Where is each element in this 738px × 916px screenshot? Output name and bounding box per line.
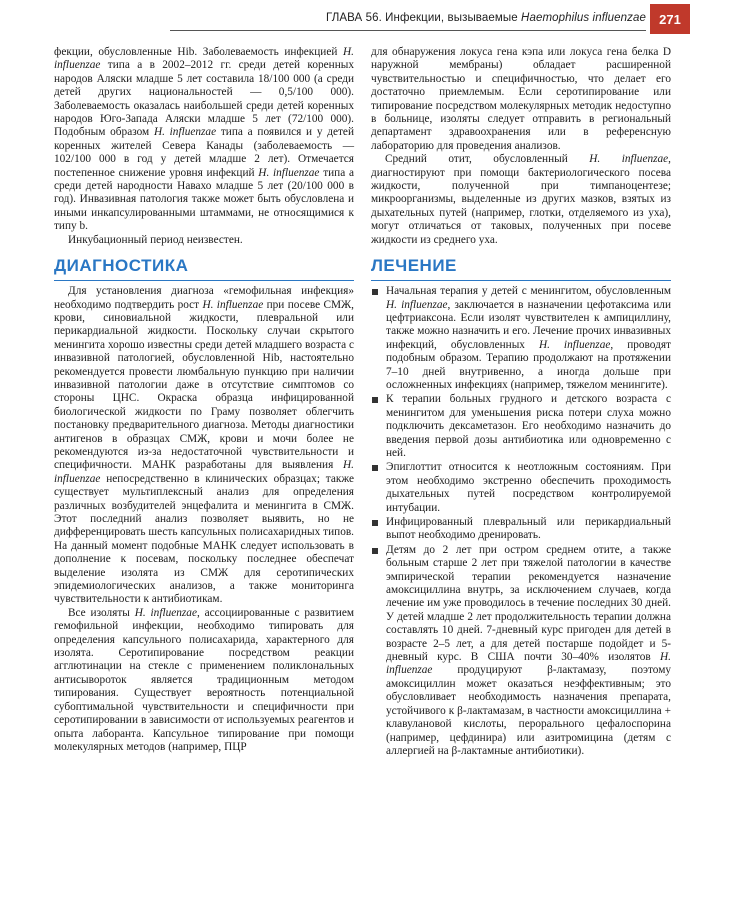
treatment-list: [371, 285, 671, 758]
bullet-square-icon: [372, 548, 378, 554]
bullet-square-icon: [372, 520, 378, 526]
bullet-square-icon: [372, 397, 378, 403]
paragraph: Все изоляты H. influenzae, ассоциированные с развитием гемофильной инфекции, необходимо типировать для определения капсульного полисахарида, характерного для изолята. Серотипирование посредством реакции агглютинации на стекле с применением поликлональных антисывороток является традиционным методом типирования. Существует вероятность потенциальной субоптимальной чувствительности и специфичности при серотипировании в зависимости от используемых реагентов и опыта лаборанта. Капсульное типирование при помощи молекулярных методов (например, ПЦР: [54, 606, 355, 753]
paragraph: Инкубационный период неизвестен.: [68, 233, 243, 246]
running-header: [0, 0, 738, 36]
header-rule: [170, 30, 646, 31]
left-column: [54, 46, 354, 754]
list-item: К терапии больных грудного и детского возраста с менингитом для уменьшения риска потери слуха можно подключить дексаметазон. Его необходимо назначить до введения первой дозы антибиотика или одновременно с ней.: [371, 393, 671, 460]
section-heading-treatment: ЛЕЧЕНИЕ: [371, 256, 671, 281]
list-item: Детям до 2 лет при остром среднем отите, а также больным старше 2 лет при тяжелой патологии в качестве эмпирической терапии рекомендуется назначение амоксициллина внутрь, за исключением случаев, когда лечение им уже проводилось в течение последних 30 дней. У детей младше 2 лет продолжительность терапии должна составлять 10 дней. 7-дневный курс пригоден для детей в возрасте 2–5 лет, а для детей постарше подойдет и 5-дневный курс. В США почти 30–40% изолятов H. influenzae продуцируют β-лактамазу, поэтому амоксициллин может оказаться неэффективным; это обусловливает необходимость назначения препарата, устойчивого к β-лактамазам, в частности амоксициллина + клавулановой кислоты, перорального цефалоспорина (например, цефдинира) или азитромицина (детям с аллергией на β-лактамные антибиотики).: [371, 544, 671, 759]
bullet-square-icon: [372, 289, 378, 295]
section-heading-diagnostics: ДИАГНОСТИКА: [54, 256, 354, 281]
paragraph: для обнаружения локуса гена кэпа или локуса гена белка D наружной мембраны) обладает расширенной чувствительностью и специфичностью, что делает его достаточно приемлемым. Если серотипирование или типирование посредством молекулярных методик недоступно в больнице, изоляты следует отправить в региональный департамент здравоохранения или в референсную лабораторию для проведения анализов.: [371, 46, 671, 152]
list-item: Инфицированный плевральный или перикардиальный выпот необходимо дренировать.: [371, 516, 671, 543]
list-item: Эпиглоттит относится к неотложным состояниям. При этом необходимо экстренно обеспечить проходимость дыхательных путей посредством контролируемой интубации.: [371, 461, 671, 515]
paragraph: фекции, обусловленные Hib. Заболеваемость инфекцией H. influenzae типа a в 2002–2012 гг. среди детей коренных народов Аляски младше 5 лет составила 18/100 000 (а среди детей других национальностей — 0,5/100 000). Заболеваемость оказалась наибольшей среди детей коренных народов Юго-Запада Аляски младше 5 лет (72/100 000). Подобным образом H. influenzae типа a появился и у детей коренных жителей Севера Канады (заболеваемость — 102/100 000 в год у детей младше 2 лет). Отмечается постепенное снижение уровня инфекций H. influenzae типа a среди детей народности Навахо младше 5 лет (20/100 000 в год). Инвазивная патология также может быть обусловлена и иными инкапсулированными штаммами, не относящимися к типу b.: [54, 46, 354, 233]
paragraph: Средний отит, обусловленный H. influenzae, диагностируют при помощи бактериологического посева жидкости, полученной при тимпаноцентезе; микроорганизмы, выделенные из других мазков, взятых из дыхательных путей (например, глотки, отделяемого из уха), могут отличаться от таковых, полученных при посеве жидкости из среднего уха.: [371, 153, 671, 246]
list-item: Начальная терапия у детей с менингитом, обусловленным H. influenzae, заключается в назначении цефотаксима или цефтриаксона. Если изолят чувствителен к ампициллину, также можно назначить и его. Лечение прочих инвазивных инфекций, обусловленных H. influenzae, проводят подобным образом. Терапию продолжают на протяжении 7–10 дней внутривенно, а иногда дольше при осложненных инфекциях (например, тяжелом менингите).: [371, 285, 671, 392]
page-number: 271: [650, 4, 690, 34]
right-column: [371, 46, 671, 759]
bullet-square-icon: [372, 465, 378, 471]
paragraph: Для установления диагноза «гемофильная инфекция» необходимо подтвердить рост H. influenzae при посеве СМЖ, крови, синовиальной жидкости, плевральной или перикардиальной жидкости. Поскольку случаи скрытого менингита хорошо известны среди детей младшего возраста с инвазивной патологией, обусловленной Hib, настоятельно рекомендуется провести люмбальную пункцию при наличии инвазивной патологии даже в отсутствие симптомов со стороны ЦНС. Окраска образца инфицированной биологической жидкости по Граму позволяет облегчить постановку предварительного диагноза. Методы диагностики антигенов в образцах СМЖ, крови и мочи более не рекомендуются из-за недостаточной чувствительности и специфичности. МАНК разработаны для выявления H. influenzae непосредственно в клинических образцах; также существует мультиплексный анализ для определения различных возбудителей энцефалита и менингита в СМЖ. Этот последний анализ позволяет выявить, но не дифференцировать шесть капсульных полисахаридных типов. На данный момент подобные МАНК следует использовать в дополнение к посевам, поскольку последнее обеспечат выделение изолята из СМЖ для серотипических эпидемиологических анализов, а также мониторинга чувствительности к антибиотикам.: [54, 285, 354, 606]
chapter-title: ГЛАВА 56. Инфекции, вызываемые Haemophilus influenzae: [326, 12, 646, 24]
